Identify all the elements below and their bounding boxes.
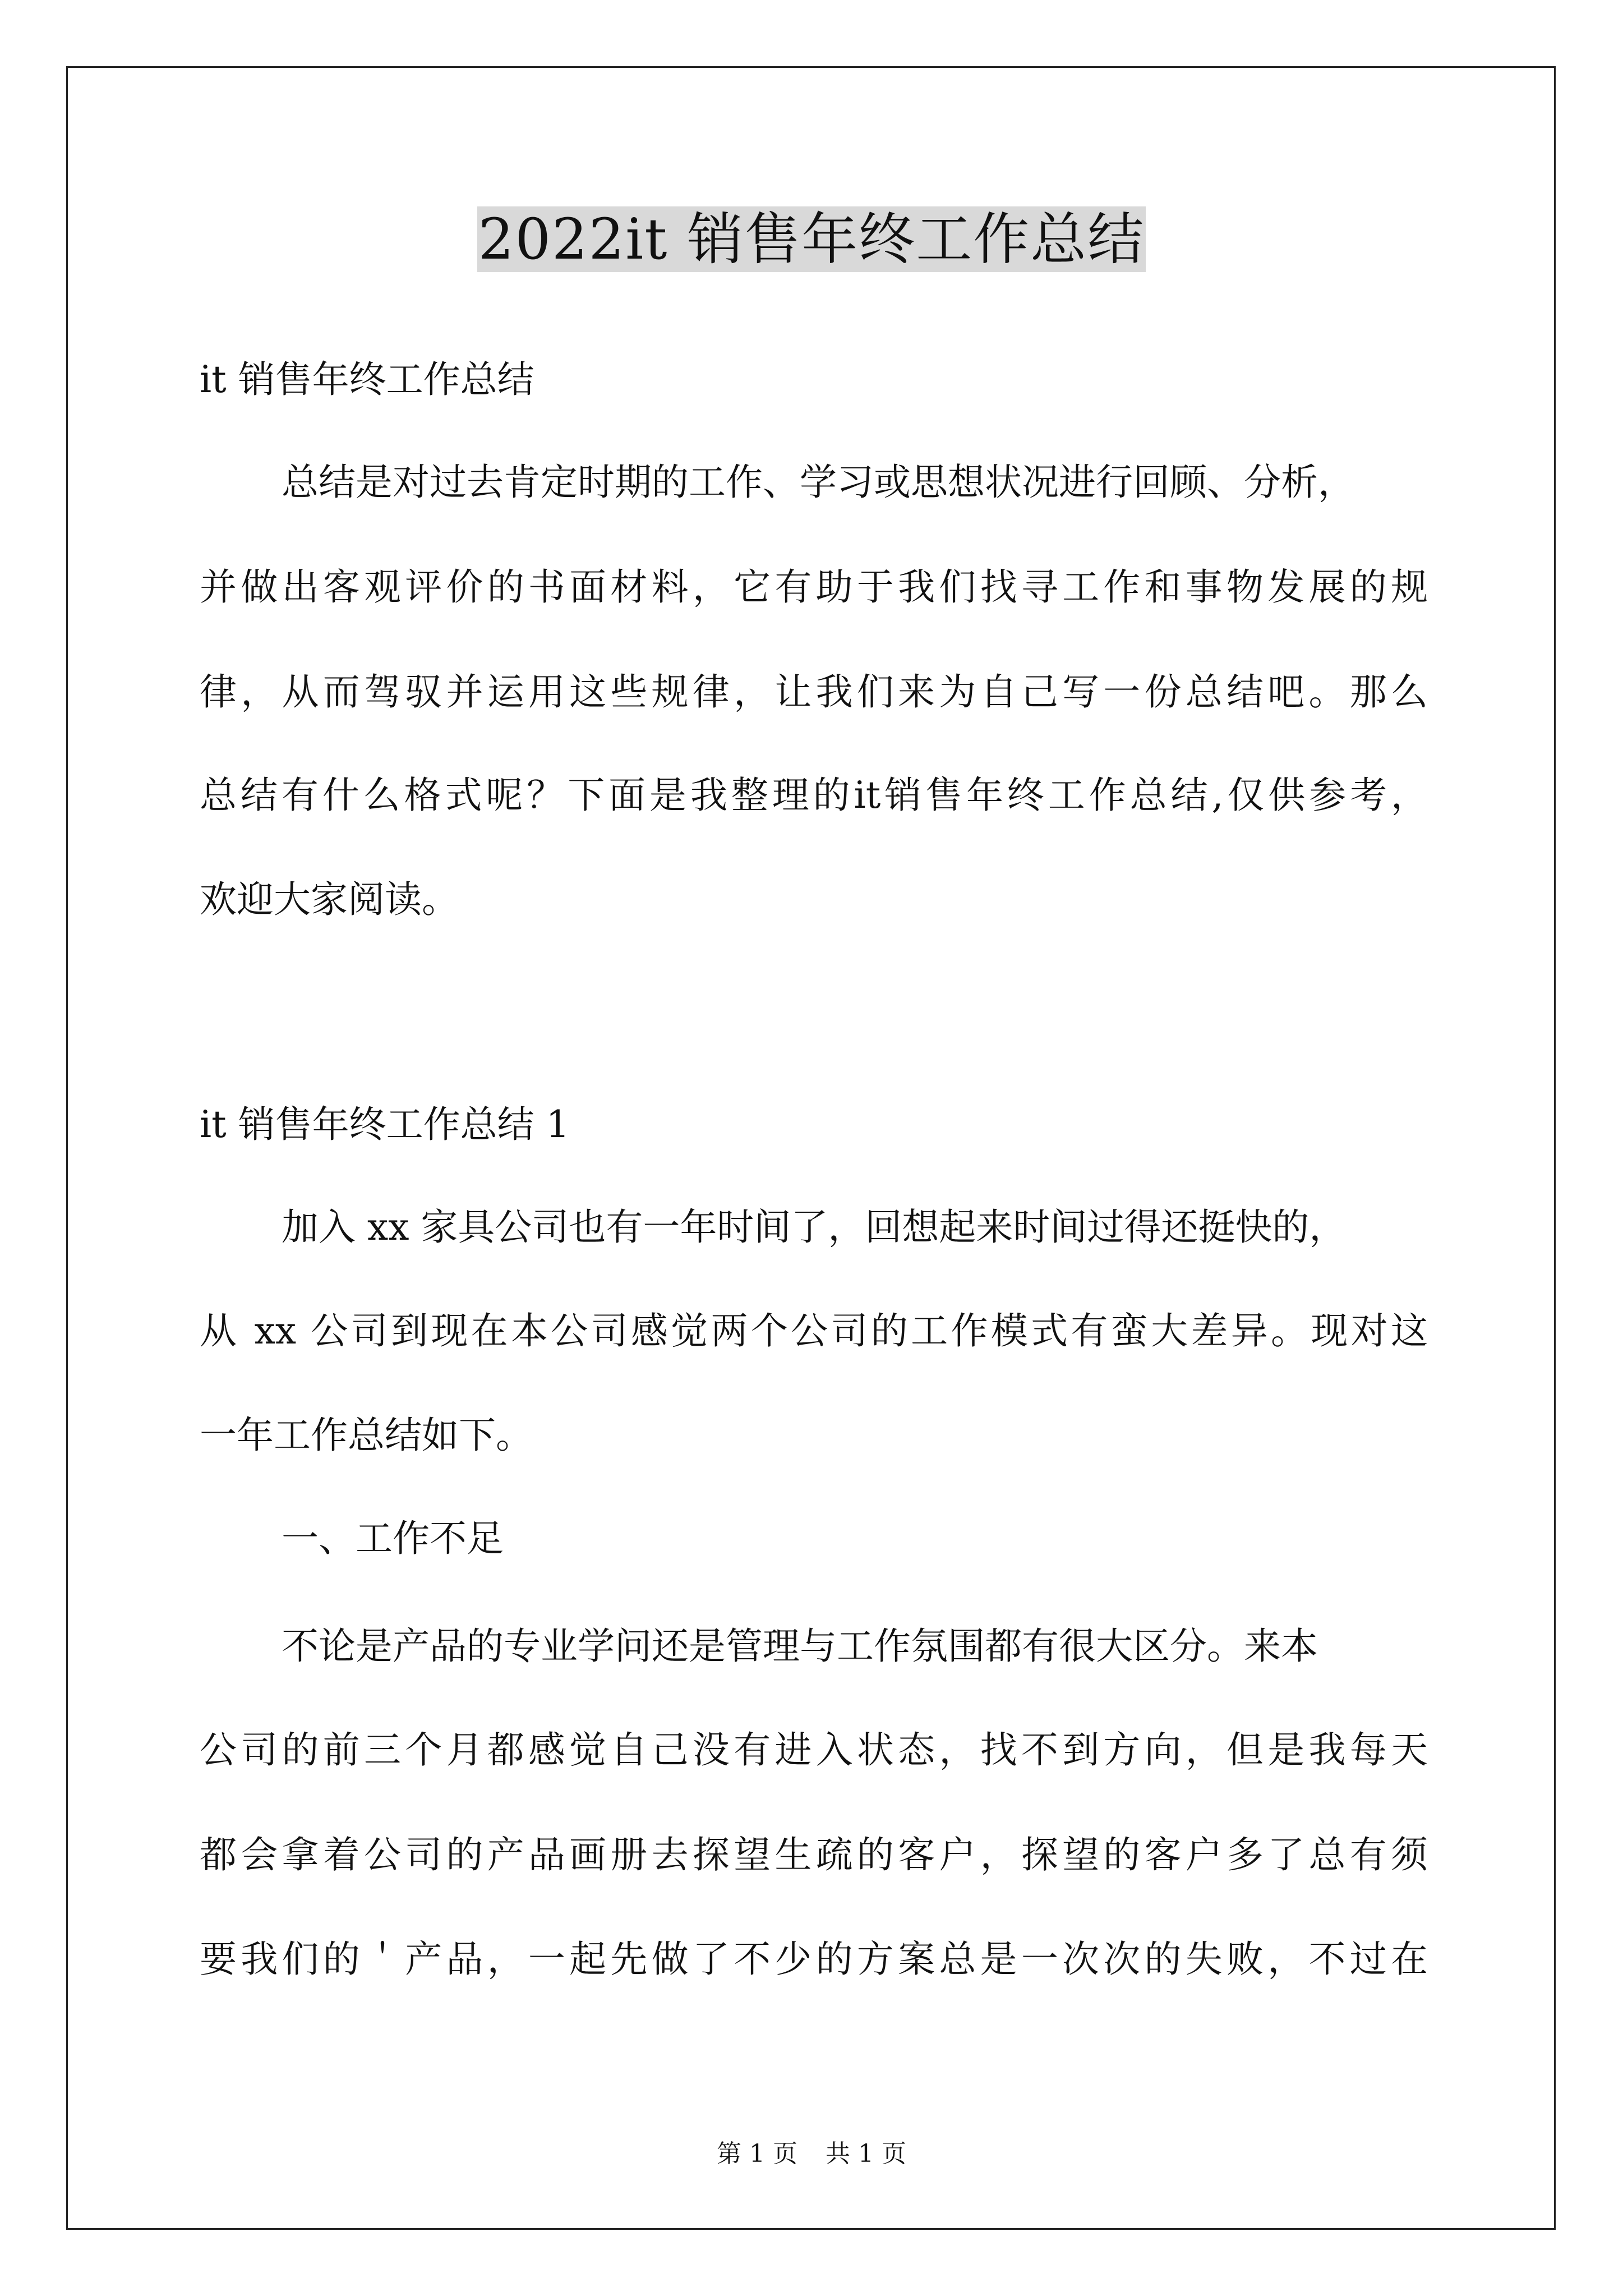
page-number: 第 1 页 [717,2139,797,2168]
paragraph-line: 总结有什么格式呢？下面是我整理的it销售年终工作总结,仅供参考， [200,774,1428,817]
subsection-heading: 一、工作不足 [282,1517,504,1560]
paragraph-line: 律，从而驾驭并运用这些规律，让我们来为自己写一份总结吧。那么 [200,670,1428,714]
paragraph-line: 并做出客观评价的书面材料，它有助于我们找寻工作和事物发展的规 [200,565,1428,609]
document-title [0,203,1623,276]
paragraph-line: 从 xx 公司到现在本公司感觉两个公司的工作模式有蛮大差异。现对这 [200,1309,1428,1352]
paragraph-line: 欢迎大家阅读。 [200,878,459,921]
paragraph-line: 都会拿着公司的产品画册去探望生疏的客户，探望的客户多了总有须 [200,1833,1428,1876]
paragraph-line: 总结是对过去肯定时期的工作、学习或思想状况进行回顾、分析， [282,461,1355,504]
paragraph-line: 一年工作总结如下。 [200,1414,533,1457]
page-footer [0,2137,1623,2171]
paragraph-line: 公司的前三个月都感觉自己没有进入状态，找不到方向，但是我每天 [200,1728,1428,1772]
document-title-text: 2022it 销售年终工作总结 [478,206,1145,272]
section-heading: it 销售年终工作总结 1 [200,1103,570,1146]
section-heading: it 销售年终工作总结 [200,358,534,401]
page-total: 共 1 页 [826,2139,906,2168]
paragraph-line: 不论是产品的专业学问还是管理与工作氛围都有很大区分。来本 [282,1625,1318,1668]
paragraph-line: 加入 xx 家具公司也有一年时间了，回想起来时间过得还挺快的， [282,1205,1347,1249]
paragraph-line: 要我们的＇产品，一起先做了不少的方案总是一次次的失败，不过在 [200,1938,1428,1981]
